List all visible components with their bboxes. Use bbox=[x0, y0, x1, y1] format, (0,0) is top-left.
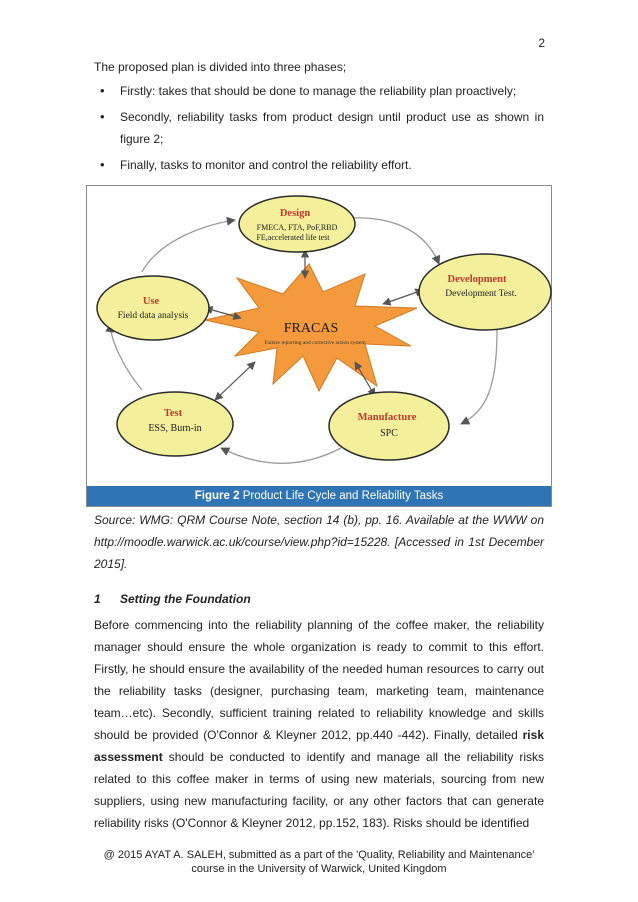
caption-text: Product Life Cycle and Reliability Tasks bbox=[242, 490, 444, 502]
development-title: Development bbox=[447, 274, 507, 285]
intro-text: The proposed plan is divided into three phases; bbox=[94, 60, 347, 74]
use-line1: Field data analysis bbox=[117, 311, 189, 321]
manufacture-node bbox=[329, 392, 449, 460]
cycle-arrow bbox=[142, 220, 235, 272]
figure-source: Source: WMG: QRM Course Note, section 14 (b), pp. 16. Available at the WWW on http://moodle.warwick.ac.uk/course/view.php?id=15228. [Accessed in 1st December 2015]. bbox=[94, 513, 544, 571]
cycle-arrow bbox=[351, 218, 439, 264]
body-part1: Before commencing into the reliability planning of the coffee maker, the reliability manager should ensure the whole organization is ready to commit to this effort. Firstly, he should ensure the availability of the needed human resources to carry out the reliability tasks (designer, purchasing team, marketing team, maintenance team…etc). Secondly, sufficient training related to reliability knowledge and skills should be provided (O'Connor & Kleyner 2012, pp.440 -442). Finally, detailed bbox=[94, 618, 544, 742]
cycle-arrow bbox=[221, 448, 341, 463]
cycle-arrow bbox=[461, 330, 497, 424]
list-item: • Finally, tasks to monitor and control the reliability effort. bbox=[94, 154, 544, 176]
use-title: Use bbox=[142, 296, 160, 307]
life-cycle-diagram bbox=[87, 186, 553, 488]
caption-label: Figure 2 bbox=[194, 490, 240, 502]
design-line2: FE,accelerated life test bbox=[256, 233, 330, 242]
test-line1: ESS, Burn-in bbox=[148, 423, 202, 434]
list-item: • Firstly: takes that should be done to manage the reliability plan proactively; bbox=[94, 80, 544, 102]
fracas-title: FRACAS bbox=[283, 321, 339, 336]
footer-line1: @ 2015 AYAT A. SALEH, submitted as a part of the 'Quality, Reliability and Maintenance' bbox=[103, 849, 535, 861]
phase-list bbox=[94, 80, 544, 180]
page-footer bbox=[60, 848, 578, 876]
link-arrow bbox=[383, 290, 423, 304]
body-bold: risk assessment bbox=[94, 728, 544, 764]
list-item: • Secondly, reliability tasks from product design until product use as shown in figure 2; bbox=[94, 106, 544, 150]
fracas-subtitle: Failure reporting and corrective action system bbox=[264, 340, 366, 346]
development-line1: Development Test. bbox=[445, 289, 517, 299]
manufacture-line1: SPC bbox=[380, 428, 398, 439]
footer-line2: course in the University of Warwick, United Kingdom bbox=[191, 863, 447, 875]
body-part2: should be conducted to identify and manage all the reliability risks related to this coffee maker in terms of using new materials, sourcing from new suppliers, using new manufacturing facility, or any other factors that can generate reliability risks (O'Connor & Kleyner 2012, pp.152, 183). Risks should be identified bbox=[94, 750, 544, 830]
section-title: Setting the Foundation bbox=[120, 592, 251, 606]
design-line1: FMECA, FTA, PoF,RBD bbox=[256, 223, 338, 232]
section-body bbox=[94, 614, 544, 834]
section-heading bbox=[94, 592, 251, 606]
manufacture-title: Manufacture bbox=[357, 412, 417, 423]
link-arrow bbox=[215, 362, 255, 400]
figure-product-life-cycle bbox=[86, 185, 552, 507]
design-title: Design bbox=[279, 208, 311, 219]
section-number: 1 bbox=[94, 592, 101, 606]
test-title: Test bbox=[163, 408, 183, 419]
figure-caption bbox=[87, 486, 551, 506]
page-number: 2 bbox=[538, 36, 545, 50]
use-node bbox=[97, 276, 209, 340]
